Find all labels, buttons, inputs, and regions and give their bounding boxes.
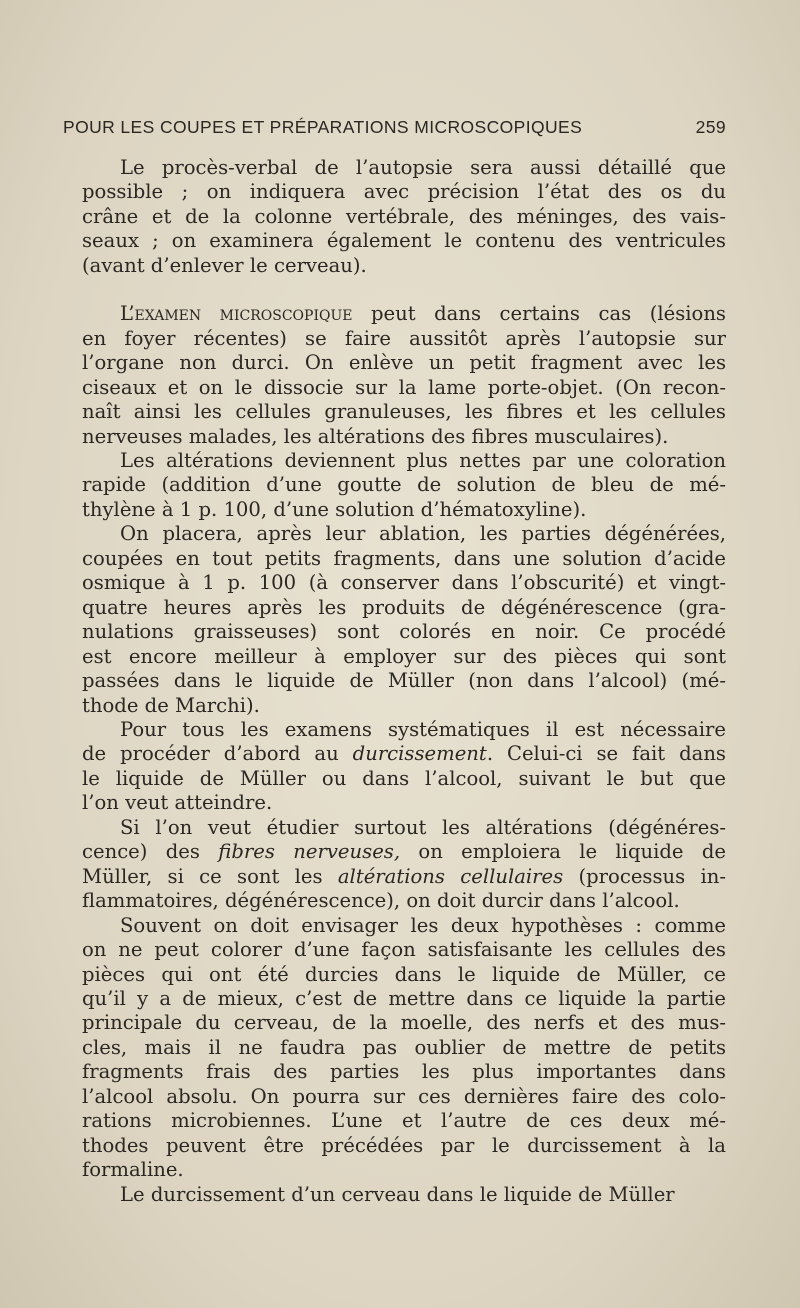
text-line: naît ainsi les cellules granuleuses, les fibres et les cellules — [82, 400, 726, 424]
text-line: l’organe non durci. On enlève un petit fragment avec les — [82, 351, 726, 375]
text-line: rations microbiennes. L’une et l’autre de ces deux mé- — [82, 1109, 726, 1133]
italic-term: durcissement — [352, 742, 487, 766]
paragraph — [82, 816, 726, 914]
italic-term: fibres nerveuses, — [218, 840, 401, 864]
text-line: (avant d’enlever le cerveau). — [82, 253, 367, 277]
text-line: Si l’on veut étudier surtout les altérations (dégénéres- — [120, 815, 726, 839]
text-line: thode de Marchi). — [82, 693, 260, 717]
smallcaps-lead: L’examen microscopique — [120, 302, 353, 326]
text-line: ciseaux et on le dissocie sur la lame porte-objet. (On recon- — [82, 375, 726, 399]
paragraph — [82, 302, 726, 449]
page-number: 259 — [695, 117, 726, 137]
paragraph — [82, 1183, 726, 1207]
text-line: formaline. — [82, 1158, 184, 1182]
text-line: quatre heures après les produits de dégénérescence (gra- — [82, 595, 726, 619]
text-line: crâne et de la colonne vertébrale, des méninges, des vais- — [82, 204, 726, 228]
text-line: passées dans le liquide de Müller (non dans l’alcool) (mé- — [82, 669, 726, 693]
text-line: Les altérations deviennent plus nettes par une coloration — [120, 448, 726, 472]
text-line: le liquide de Müller ou dans l’alcool, suivant le but que — [82, 766, 726, 790]
text-line: osmique à 1 p. 100 (à conserver dans l’obscurité) et vingt- — [82, 571, 726, 595]
running-header — [63, 117, 726, 138]
text-line: thodes peuvent être précédées par le durcissement à la — [82, 1133, 726, 1157]
paragraph — [82, 156, 726, 278]
text-line: Müller, si ce sont les altérations cellulaires (processus in- — [82, 864, 726, 888]
text-line: Le durcissement d’un cerveau dans le liquide de Müller — [120, 1182, 675, 1206]
text-line: cles, mais il ne faudra pas oublier de mettre de petits — [82, 1035, 726, 1059]
text-line: l’on veut atteindre. — [82, 791, 273, 815]
text-line: principale du cerveau, de la moelle, des nerfs et des mus- — [82, 1011, 726, 1035]
text-line: pièces qui ont été durcies dans le liquide de Müller, ce — [82, 962, 726, 986]
text-line: cence) des fibres nerveuses, on emploiera le liquide de — [82, 840, 726, 864]
text-line: de procéder d’abord au durcissement. Celui-ci se fait dans — [82, 742, 726, 766]
text-line: seaux ; on examinera également le contenu des ventricules — [82, 229, 726, 253]
text-line: thylène à 1 p. 100, d’une solution d’hématoxyline). — [82, 497, 587, 521]
text-line: Souvent on doit envisager les deux hypothèses : comme — [120, 913, 726, 937]
text-line: on ne peut colorer d’une façon satisfaisante les cellules des — [82, 938, 726, 962]
text-line: qu’il y a de mieux, c’est de mettre dans ce liquide la partie — [82, 986, 726, 1010]
paragraph — [82, 449, 726, 522]
text-line: Le procès-verbal de l’autopsie sera aussi détaillé que — [120, 156, 726, 179]
text-line: en foyer récentes) se faire aussitôt après l’autopsie sur — [82, 326, 726, 350]
paragraph — [82, 522, 726, 718]
italic-term: altérations cellulaires — [337, 864, 564, 888]
text-line: L’examen microscopique peut dans certains cas (lésions — [120, 302, 726, 326]
text-line: flammatoires, dégénérescence), on doit durcir dans l’alcool. — [82, 889, 680, 913]
text-line: l’alcool absolu. On pourra sur ces dernières faire des colo- — [82, 1084, 726, 1108]
text-line: nerveuses malades, les altérations des fibres musculaires). — [82, 424, 669, 448]
text-line: est encore meilleur à employer sur des pièces qui sont — [82, 644, 726, 668]
paragraph — [82, 718, 726, 816]
paragraph — [82, 914, 726, 1183]
body-text — [82, 156, 726, 1207]
text-line: nulations graisseuses) sont colorés en noir. Ce procédé — [82, 620, 726, 644]
text-line: coupées en tout petits fragments, dans une solution d’acide — [82, 546, 726, 570]
text-line: On placera, après leur ablation, les parties dégénérées, — [120, 522, 726, 546]
running-title: POUR LES COUPES ET PRÉPARATIONS MICROSCOPIQUES — [63, 117, 583, 137]
text-line: rapide (addition d’une goutte de solution de bleu de mé- — [82, 473, 726, 497]
text-line: possible ; on indiquera avec précision l’état des os du — [82, 180, 726, 204]
text-line: Pour tous les examens systématiques il est nécessaire — [120, 717, 726, 741]
text-line: fragments frais des parties les plus importantes dans — [82, 1060, 726, 1084]
